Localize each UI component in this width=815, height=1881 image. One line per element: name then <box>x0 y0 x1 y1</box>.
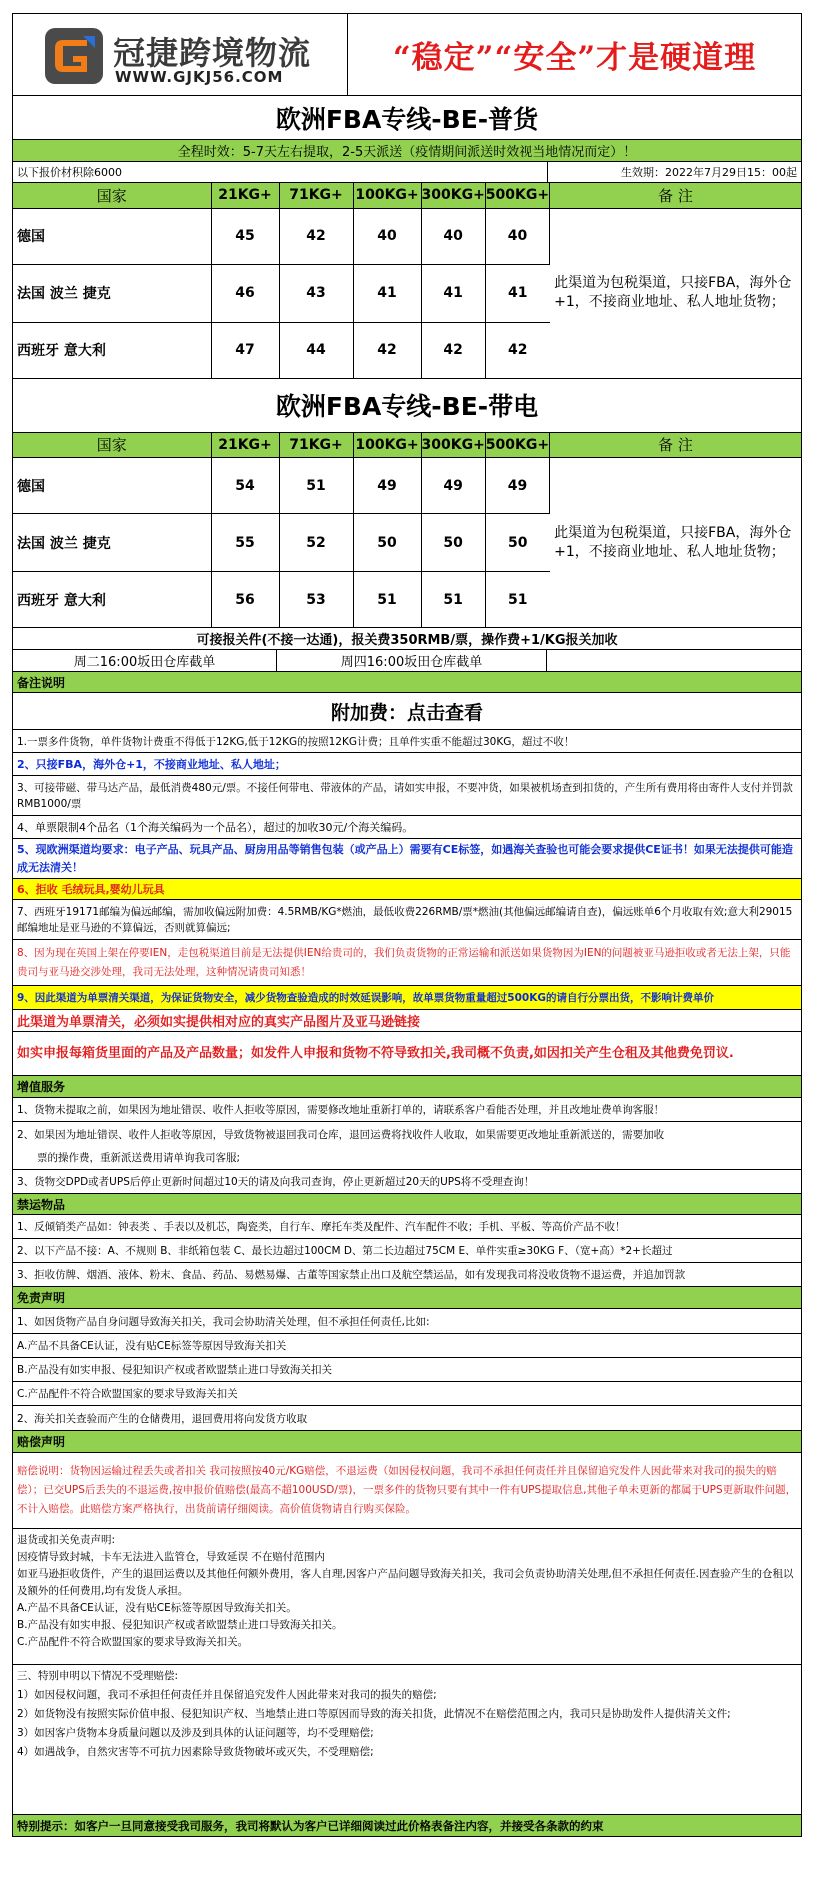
compensation-line: 退货或扣关免责声明: <box>17 1534 116 1546</box>
col-300kg: 300KG+ <box>421 433 485 458</box>
footer-notice: 特别提示：如客户一旦同意接受我司服务，我司将默认为客户已详细阅读过此价格表备注内容，并接受各条款的约束 <box>13 1815 801 1837</box>
timeliness-row <box>13 140 801 162</box>
note-6: 6、拒收 毛绒玩具,婴幼儿玩具 <box>13 879 801 900</box>
disclaimer-item: A.产品不具备CE认证，没有贴CE标签等原因导致海关扣关 <box>13 1334 801 1358</box>
note-2: 2、只接FBA，海外仓+1，不接商业地址、私人地址； <box>13 753 801 776</box>
price-cell: 50 <box>485 514 549 572</box>
special-item: 4）如遇战争，自然灾害等不可抗力因素除导致货物破坏或灭失，不受理赔偿; <box>17 1746 374 1758</box>
logo-text-en: WWW.GJKJ56.COM <box>115 68 284 86</box>
rate-table-battery <box>13 433 801 629</box>
disclaimer-item: 1、如因货物产品自身问题导致海关扣关，我司会协助清关处理，但不承担任何责任,比如: <box>13 1309 801 1334</box>
value-added-item: 1、货物未提取之前，如果因为地址错误、收件人拒收等原因，需要修改地址重新打单的，请联系客户看能否处理，并且改地址费单询客服！ <box>13 1098 801 1122</box>
table-header-row <box>13 183 801 208</box>
value-added-item: 3、货物交DPD或者UPS后停止更新时间超过10天的请及向我司查询，停止更新超过20天的UPS将不受理查询！ <box>13 1170 801 1194</box>
special-item: 1）如因侵权问题，我司不承担任何责任并且保留追究发件人因此带来对我司的损失的赔偿; <box>17 1689 437 1701</box>
section1-title-row <box>13 96 801 140</box>
company-logo <box>13 14 348 95</box>
note-9 <box>13 986 801 1010</box>
note-5 <box>13 839 801 879</box>
price-cell: 56 <box>211 572 279 628</box>
logo-text-cn: 冠捷跨境物流 <box>113 34 312 72</box>
price-cell: 40 <box>353 208 421 264</box>
cutoff-right: 周四16:00坂田仓库截单 <box>277 650 547 671</box>
price-cell: 42 <box>485 322 549 378</box>
effective-date: 生效期：2022年7月29日15：00起 <box>621 166 797 179</box>
cutoff-left: 周二16:00坂田仓库截单 <box>13 650 277 671</box>
price-sheet <box>12 13 802 1837</box>
surcharge-link[interactable]: 附加费：点击查看 <box>330 701 483 724</box>
header <box>13 14 801 96</box>
customs-row <box>13 628 801 650</box>
compensation-line: 如亚马逊拒收货件，产生的退回运费以及其他任何额外费用，客人自理,因客户产品问题导致海关扣关，我司会负责协助清关处理,但不承担任何责任.因查验产生的仓租以及额外的任何费用,均有发货人承担。 <box>17 1568 794 1597</box>
prohibited-header: 禁运物品 <box>13 1194 801 1215</box>
col-remark: 备 注 <box>550 183 801 208</box>
special-header: 三、特别申明以下情况不受理赔偿: <box>17 1670 179 1682</box>
remark-cell: 此渠道为包税渠道，只接FBA，海外仓+1，不接商业地址、私人地址货物； <box>550 458 801 628</box>
prohibited-item: 2、以下产品不接：A、不规则 B、非纸箱包装 C、最长边超过100CM D、第二长边超过75CM E、单件实重≥30KG F、（宽+高）*2+长超过 <box>13 1239 801 1263</box>
slogan: “稳定”“安全”才是硬道理 <box>392 40 757 76</box>
surcharge-row[interactable] <box>13 693 801 730</box>
price-cell: 52 <box>279 514 353 572</box>
price-cell: 47 <box>211 322 279 378</box>
customs-text: 可接报关件(不接一达通)，报关费350RMB/票，操作费+1/KG报关加收 <box>196 633 618 648</box>
section2-title: 欧洲FBA专线-BE-带电 <box>275 392 539 421</box>
compensation-line: A.产品不具备CE认证，没有贴CE标签等原因导致海关扣关。 <box>17 1602 297 1614</box>
col-country: 国家 <box>13 433 211 458</box>
disclaimer-item: B.产品没有如实申报、侵犯知识产权或者欧盟禁止进口导致海关扣关 <box>13 1358 801 1382</box>
prohibited-item: 3、拒收仿牌、烟酒、液体、粉末、食品、药品、易燃易爆、古董等国家禁止出口及航空禁运品，如有发现我司将没收货物不退运费，并追加罚款 <box>13 1263 801 1287</box>
compensation-header: 赔偿声明 <box>13 1431 801 1453</box>
note-8-text: 8、因为现在英国上架在停要IEN，走包税渠道目前是无法提供IEN给贵司的，我们负责货物的正常运输和派送如果货物因为IEN的问题被亚马逊拒收或者无法上架，只能贵司与亚马逊交涉处理，我司无法处理，这种情况请贵司知悉！ <box>17 946 791 978</box>
country-cell: 德国 <box>13 208 211 264</box>
note-7 <box>13 900 801 940</box>
special-item: 3）如因客户货物本身质量问题以及涉及到具体的认证问题等，均不受理赔偿; <box>17 1727 374 1739</box>
compensation-red-text: 赔偿说明：货物因运输过程丢失或者扣关 我司按照按40元/KG赔偿，不退运费（如因侵权问题，我司不承担任何责任并且保留追究发件人因此带来对我司的损失的赔偿）；已交UPS后丢失的不退运费,按申报价值赔偿(最高不超100USD/票)，一票多件的货物只要有其中一件有UPS提取信息,其他子单未更新的都属于UPS更新取件问题，不计入赔偿。此赔偿方案严格执行，出货前请仔细阅读。高价值货物请自行购买保险。 <box>17 1465 797 1515</box>
volume-note: 以下报价材积除6000 <box>13 162 548 182</box>
price-cell: 45 <box>211 208 279 264</box>
price-cell: 41 <box>485 264 549 322</box>
price-cell: 41 <box>353 264 421 322</box>
logo-mark-icon <box>43 26 105 86</box>
country-cell: 法国 波兰 捷克 <box>13 514 211 572</box>
price-cell: 51 <box>353 572 421 628</box>
price-cell: 40 <box>421 208 485 264</box>
compensation-line: C.产品配件不符合欧盟国家的要求导致海关扣关。 <box>17 1636 249 1648</box>
compensation-line: B.产品没有如实申报、侵犯知识产权或者欧盟禁止进口导致海关扣关。 <box>17 1619 343 1631</box>
section2-title-row <box>13 379 801 433</box>
compensation-red <box>13 1453 801 1529</box>
note-11-text: 如实申报每箱货里面的产品及产品数量；如发件人申报和货物不符导致扣关,我司概不负责,如因扣关产生仓租及其他费免罚议. <box>17 1045 734 1061</box>
compensation-lines <box>13 1529 801 1665</box>
notes-header: 备注说明 <box>13 672 801 693</box>
remark-cell: 此渠道为包税渠道，只接FBA，海外仓+1，不接商业地址、私人地址货物； <box>550 208 801 378</box>
note-3 <box>13 776 801 816</box>
disclaimer-item: 2、海关扣关查验而产生的仓储费用，退回费用将向发货方收取 <box>13 1406 801 1431</box>
disclaimer-header: 免责声明 <box>13 1287 801 1309</box>
price-cell: 49 <box>421 458 485 514</box>
timeliness-text: 全程时效：5-7天左右提取，2-5天派送（疫情期间派送时效视当地情况而定）！ <box>177 145 637 160</box>
disclaimer-item: C.产品配件不符合欧盟国家的要求导致海关扣关 <box>13 1382 801 1406</box>
price-cell: 42 <box>353 322 421 378</box>
col-21kg: 21KG+ <box>211 433 279 458</box>
price-cell: 54 <box>211 458 279 514</box>
volume-date-row <box>13 162 801 183</box>
price-cell: 50 <box>421 514 485 572</box>
col-remark: 备 注 <box>550 433 801 458</box>
table-header-row <box>13 433 801 458</box>
price-cell: 40 <box>485 208 549 264</box>
col-500kg: 500KG+ <box>485 433 549 458</box>
price-cell: 55 <box>211 514 279 572</box>
col-71kg: 71KG+ <box>279 433 353 458</box>
price-cell: 51 <box>279 458 353 514</box>
value-added-header: 增值服务 <box>13 1076 801 1098</box>
note-1: 1.一票多件货物，单件货物计费重不得低于12KG,低于12KG的按照12KG计费；且单件实重不能超过30KG，超过不收！ <box>13 730 801 753</box>
note-4: 4、单票限制4个品名（1个海关编码为一个品名），超过的加收30元/个海关编码。 <box>13 816 801 839</box>
compensation-line: 因疫情导致封城，卡车无法进入监管仓，导致延误 不在赔付范围内 <box>17 1551 325 1563</box>
col-100kg: 100KG+ <box>353 433 421 458</box>
rate-table-general <box>13 183 801 379</box>
col-country: 国家 <box>13 183 211 208</box>
special-item: 2）如货物没有按照实际价值申报、侵犯知识产权、当地禁止进口等原因而导致的海关扣货，此情况不在赔偿范围之内，我司只是协助发件人提供清关文件; <box>17 1708 731 1720</box>
value-added-item: 2、如果因为地址错误、收件人拒收等原因，导致货物被退回我司仓库，退回运费将找收件人收取，如果需要更改地址重新派送的，需要加收 <box>17 1128 665 1141</box>
value-added-item: 票的操作费，重新派送费用请单询我司客服; <box>13 1146 801 1170</box>
price-cell: 41 <box>421 264 485 322</box>
price-cell: 51 <box>485 572 549 628</box>
table-row <box>13 208 801 264</box>
price-cell: 50 <box>353 514 421 572</box>
table-row <box>13 458 801 514</box>
price-cell: 46 <box>211 264 279 322</box>
col-71kg: 71KG+ <box>279 183 353 208</box>
col-21kg: 21KG+ <box>211 183 279 208</box>
note-7-text: 7、西班牙19171邮编为偏远邮编，需加收偏远附加费：4.5RMB/KG*燃油，最低收费226RMB/票*燃油(其他偏远邮编请自查)，偏远账单6个月收取有效;意大利29015邮编地址是亚马逊的不算偏远，否则就算偏远; <box>17 905 793 934</box>
cutoff-row <box>13 650 801 672</box>
col-100kg: 100KG+ <box>353 183 421 208</box>
section1-title: 欧洲FBA专线-BE-普货 <box>275 104 539 134</box>
special-block <box>13 1665 801 1815</box>
note-10: 此渠道为单票清关，必须如实提供相对应的真实产品图片及亚马逊链接 <box>13 1010 801 1032</box>
note-3-text: 3、可接带磁、带马达产品，最低消费480元/票。不接任何带电、带液体的产品，请如实申报，不要冲货，如果被机场查到扣货的，产生所有费用将由寄件人支付并罚款RMB1000/票 <box>17 781 793 810</box>
price-cell: 49 <box>485 458 549 514</box>
country-cell: 西班牙 意大利 <box>13 572 211 628</box>
col-300kg: 300KG+ <box>421 183 485 208</box>
prohibited-item: 1、反倾销类产品如：钟表类 、手表以及机芯，陶瓷类，自行车、摩托车类及配件、汽车配件不收；手机、平板、等高价产品不收！ <box>13 1215 801 1239</box>
country-cell: 法国 波兰 捷克 <box>13 264 211 322</box>
price-cell: 42 <box>421 322 485 378</box>
price-cell: 49 <box>353 458 421 514</box>
price-cell: 42 <box>279 208 353 264</box>
price-cell: 44 <box>279 322 353 378</box>
price-cell: 43 <box>279 264 353 322</box>
price-cell: 53 <box>279 572 353 628</box>
country-cell: 西班牙 意大利 <box>13 322 211 378</box>
col-500kg: 500KG+ <box>485 183 549 208</box>
note-9-text: 9、因此渠道为单票清关渠道，为保证货物安全，减少货物查验造成的时效延误影响，故单票货物重量超过500KG的请自行分票出货，不影响计费单价 <box>17 992 714 1004</box>
note-11 <box>13 1032 801 1076</box>
price-cell: 51 <box>421 572 485 628</box>
note-5-text: 5、现欧洲渠道均要求：电子产品、玩具产品、厨房用品等销售包装（或产品上）需要有CE标签，如遇海关查验也可能会要求提供CE证书！如果无法提供可能造成无法清关！ <box>17 842 793 874</box>
note-8 <box>13 940 801 986</box>
country-cell: 德国 <box>13 458 211 514</box>
